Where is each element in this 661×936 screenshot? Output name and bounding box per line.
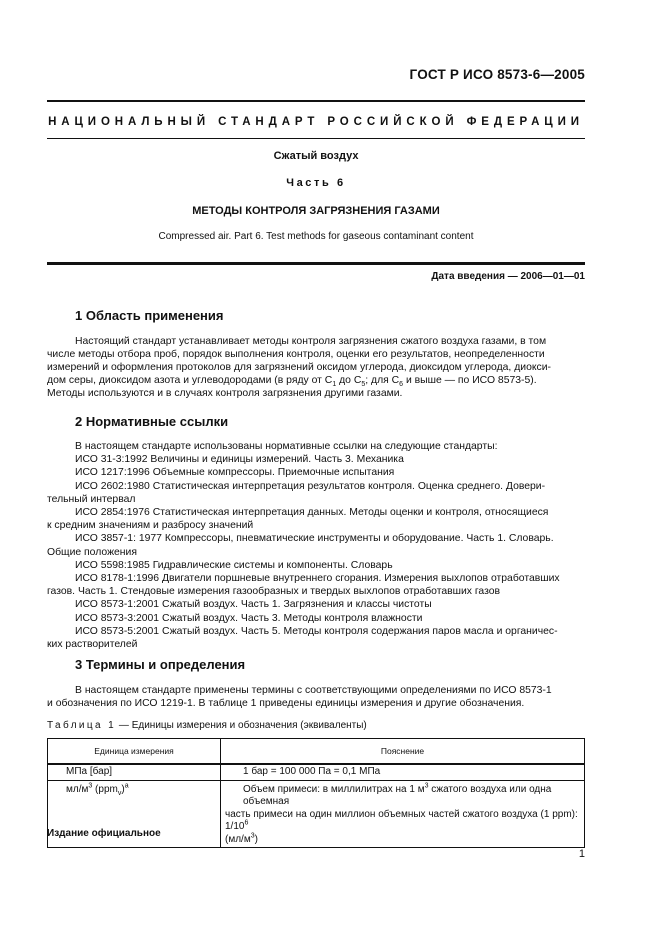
reference-item: ИСО 8573-3:2001 Сжатый воздух. Часть 3. Методы контроля влажности [75,612,423,624]
reference-item: ИСО 8178-1:1996 Двигатели поршневые внутреннего сгорания. Измерения выхлопов отработавших [75,573,560,585]
text-line: дом серы, диоксидом азота и углеводородами (в ряду от $C_1$ до $C_5$; для $C_6$ и выше — по ИСО 8573-5). [47,375,537,389]
reference-item-cont: к средним значениям и разбросу значений [47,520,254,532]
explanation-cell: 1 бар = 100 000 Па = 0,1 МПа [221,764,585,780]
table-row [48,764,585,780]
standard-number: ГОСТ Р ИСО 8573-6—2005 [409,67,585,82]
unit-cell: $мл/м^3$ $(ppm_v)^a$ [48,780,221,848]
text-line: В настоящем стандарте применены термины с соответствующими определениями по ИСО 8573-1 [75,685,552,696]
national-rule [47,138,585,139]
text-line: В настоящем стандарте использованы нормативные ссылки на следующие стандарты: [75,441,498,452]
unit-cell: МПа [бар] [48,764,221,780]
reference-item: ИСО 8573-1:2001 Сжатый воздух. Часть 1. Загрязнения и классы чистоты [75,599,432,611]
reference-item-cont: ких растворителей [47,639,138,651]
page-number: 1 [578,848,585,860]
edition-label: Издание официальное [47,828,161,839]
title-rule [47,262,585,265]
section-3-heading: 3 Термины и определения [75,657,246,672]
text-line: измерений и оформления протоколов для загрязнений оксидом углерода, диоксидом углерода, диокси- [47,362,551,374]
section-2-heading: 2 Нормативные ссылки [75,414,229,429]
reference-item: ИСО 2854:1976 Статистическая интерпретация данных. Методы оценки и контроля, относящиеся [75,507,549,519]
national-standard-title: НАЦИОНАЛЬНЫЙ СТАНДАРТ РОССИЙСКОЙ ФЕДЕРАЦИИ [48,116,584,128]
explanation-cell: Объем примеси: в миллилитрах на 1 $м^3$ сжатого воздуха или одна объемная часть примеси на один миллион объемных частей сжатого воздуха (1 ppm): $1/10^6$ $(мл/м^3)$ [221,780,585,848]
document-title: Сжатый воздух [273,150,359,162]
text-line: и обозначения по ИСО 1219-1. В таблице 1 приведены единицы измерения и другие обозначения. [47,698,525,710]
header-rule [47,100,585,102]
document-part: Часть 6 [286,177,346,189]
reference-item: ИСО 5598:1985 Гидравлические системы и компоненты. Словарь [75,559,393,571]
section-1-heading: 1 Область применения [75,308,224,323]
reference-item: ИСО 31-3:1992 Величины и единицы измерений. Часть 3. Механика [75,454,404,466]
text-line: Настоящий стандарт устанавливает методы контроля загрязнения сжатого воздуха газами, в том [75,336,547,347]
reference-item-cont: тельный интервал [47,493,136,505]
section-1-text [47,335,585,400]
reference-item: ИСО 2602:1980 Статистическая интерпретация результатов контроля. Оценка среднего. Довери- [75,480,546,492]
reference-item-cont: Общие положения [47,546,137,558]
column-header-unit: Единица измерения [48,739,221,765]
section-3-text [47,684,585,710]
introduction-date: Дата введения — 2006—01—01 [431,271,585,282]
text-line: числе методы отбора проб, порядок выполнения контроля, оценки его результатов, неопределенности [47,349,545,361]
column-header-explanation: Пояснение [221,739,585,765]
table-header-row [48,739,585,765]
section-2-references [47,440,585,651]
document-subtitle: МЕТОДЫ КОНТРОЛЯ ЗАГРЯЗНЕНИЯ ГАЗАМИ [192,205,440,217]
document-english-title: Compressed air. Part 6. Test methods for gaseous contaminant content [158,231,474,242]
reference-item: ИСО 8573-5:2001 Сжатый воздух. Часть 5. Методы контроля содержания паров масла и органичес- [75,625,558,637]
reference-item-cont: газов. Часть 1. Стендовые измерения газообразных и твердых выхлопов отработавших газов [47,586,501,598]
text-line: Методы используются и в случаях контроля загрязнения другими газами. [47,388,403,400]
reference-item: ИСО 3857-1: 1977 Компрессоры, пневматические инструменты и оборудование. Часть 1. Словарь. [75,533,554,545]
reference-item: ИСО 1217:1996 Объемные компрессоры. Приемочные испытания [75,467,395,479]
table-caption: Таблица 1 — Единицы измерения и обозначения (эквиваленты) [47,720,367,731]
